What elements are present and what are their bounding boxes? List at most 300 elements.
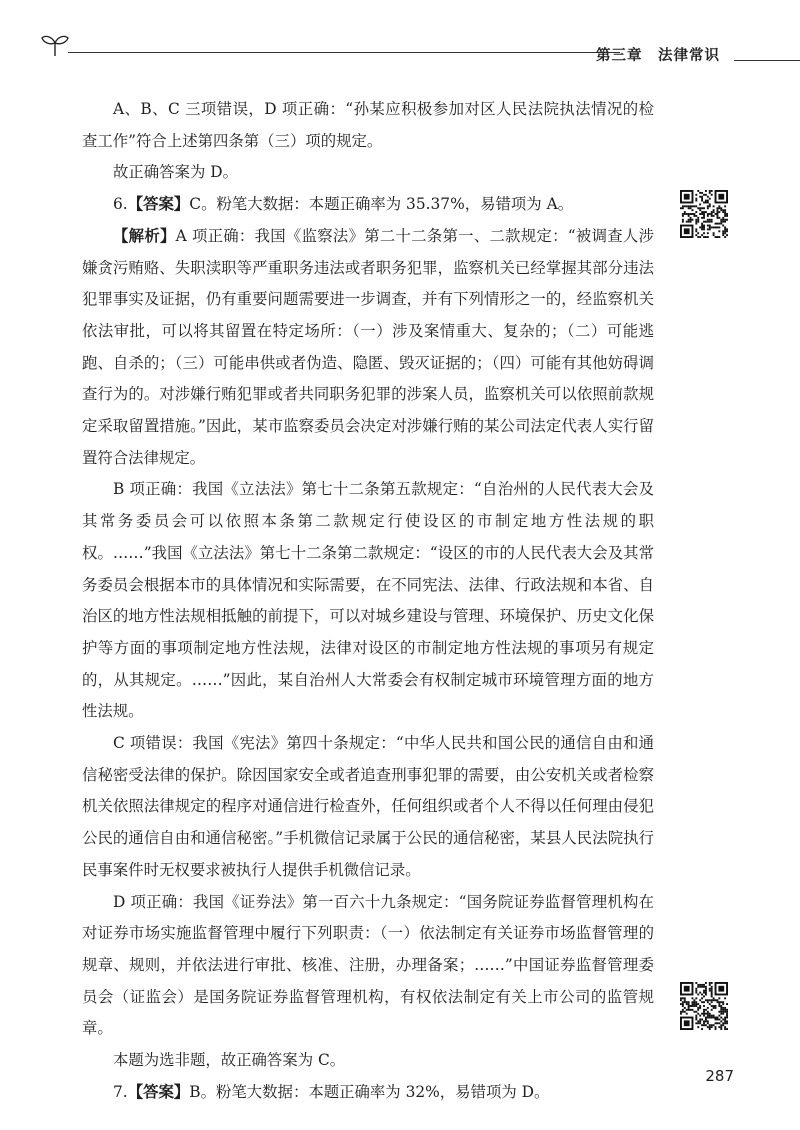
qr-module [720,1007,722,1009]
qr-module [692,213,694,215]
qr-module [701,211,703,213]
qr-module [703,215,705,217]
qr-module [709,1013,711,1015]
qr-module [711,1005,713,1007]
qr-module [699,236,701,238]
qr-module [718,207,720,209]
qr-module [684,986,690,992]
qr-module [718,1026,720,1028]
qr-module [697,1013,699,1015]
qr-module [724,1017,726,1019]
qr-module [699,984,701,986]
qr-module [720,1024,722,1026]
qr-module [726,1013,728,1015]
qr-module [715,999,717,1001]
qr-module [699,1022,701,1024]
qr-module [716,236,718,238]
qr-module [695,230,697,232]
qr-module [703,217,705,219]
qr-module [693,205,695,207]
qr-module [711,995,713,997]
qr-module [699,999,701,1001]
qr-module [686,221,688,223]
qr-module [705,1009,707,1011]
qr-module [724,213,726,215]
qr-module [695,1011,697,1013]
qr-module [690,205,692,207]
qr-module [682,1009,684,1011]
qr-module [720,1020,722,1022]
qr-module [701,228,703,230]
qr-module [701,984,703,986]
qr-module [716,215,718,217]
qr-module [688,1003,690,1005]
qr-module [703,1020,705,1022]
qr-module [703,1005,705,1007]
qr-module [705,211,707,213]
qr-module [711,1015,713,1017]
qr-module [724,1020,726,1022]
qr-module [701,1018,703,1020]
paragraph: 本题为选非题，故正确答案为 C。 [113,1051,346,1070]
qr-module [711,226,713,228]
qr-module [715,1026,717,1028]
qr-module [701,223,703,225]
qr-module [707,236,709,238]
qr-module [693,1003,695,1005]
qr-module [682,215,684,217]
qr-module [726,219,728,221]
qr-module [693,215,695,217]
qr-module [709,192,711,194]
qr-module [692,205,694,207]
qr-module [688,1005,690,1007]
qr-module [707,1001,709,1003]
qr-module [713,205,715,207]
qr-module [724,1022,726,1024]
qr-module [680,997,682,999]
qr-module [715,1028,717,1030]
qr-module [713,1024,715,1026]
qr-module [697,190,699,192]
qr-module [697,1003,699,1005]
qr-module [705,992,707,994]
qr-module [692,997,694,999]
qr-module [724,209,726,211]
qr-module [707,205,709,207]
qr-module [697,1009,699,1011]
qr-module [715,236,717,238]
qr-module [718,217,720,219]
qr-module [711,1017,713,1019]
qr-module [695,1003,697,1005]
header-rule-right [734,60,800,61]
qr-module [707,232,709,234]
qr-module [695,223,697,225]
qr-module [715,1005,717,1007]
answer-label: 答案 [143,195,174,214]
qr-module [703,1013,705,1015]
qr-module [709,1003,711,1005]
qr-module [688,215,690,217]
qr-module [715,1022,717,1024]
qr-module [684,211,686,213]
qr-module [716,1001,718,1003]
sprout-icon [40,32,70,58]
qr-module [701,994,703,996]
qr-module [722,225,724,227]
qr-module [695,1005,697,1007]
qr-module [726,1015,728,1017]
qr-module [701,1028,703,1030]
qr-module [715,223,717,225]
qr-module [699,192,701,194]
qr-module [713,997,715,999]
qr-module [701,1013,703,1015]
qr-module [690,1009,692,1011]
qr-module [713,1007,715,1009]
qr-module [716,999,718,1001]
qr-module [716,226,718,228]
analysis-bracket-close: 】 [160,226,176,245]
qr-module [711,994,713,996]
qr-module [699,986,701,988]
qr-module [703,213,705,215]
qr-module [701,192,703,194]
qr-module [709,1015,711,1017]
qr-module [724,236,726,238]
qr-module [724,230,726,232]
qr-module [682,205,684,207]
qr-module [686,213,688,215]
qr-module [692,209,694,211]
qr-module [711,990,713,992]
qr-module [718,236,720,238]
qr-module [722,217,724,219]
answer-text: C。粉笔大数据：本题正确率为 35.37%，易错项为 A。 [189,195,574,214]
qr-module [695,221,697,223]
qr-module [724,1026,726,1028]
qr-module [682,213,684,215]
qr-module [724,228,726,230]
qr-module [722,1022,724,1024]
qr-module [722,1003,724,1005]
qr-module [699,1005,701,1007]
qr-module [695,1015,697,1017]
qr-module [718,986,724,992]
qr-module [699,213,701,215]
qr-module [701,217,703,219]
qr-module [699,1020,701,1022]
answer-bracket-open: 【 [127,195,144,214]
qr-module [720,221,722,223]
page-header [40,30,800,70]
qr-module [718,1003,720,1005]
answer-paragraph [82,1077,654,1109]
qr-module [709,225,711,227]
qr-module [703,984,705,986]
qr-module [711,221,713,223]
qr-module [695,1001,697,1003]
qr-module [697,1022,699,1024]
qr-module [697,232,699,234]
qr-module [707,200,709,202]
qr-module [713,1005,715,1007]
qr-module [699,1015,701,1017]
qr-module [720,223,722,225]
qr-module [703,232,705,234]
qr-module [711,219,713,221]
qr-module [703,226,705,228]
qr-module [713,215,715,217]
qr-module [722,234,724,236]
qr-module [690,213,692,215]
analysis-label: 解析 [128,226,160,245]
qr-module [692,1003,694,1005]
qr-module [705,990,707,992]
qr-module [724,997,726,999]
qr-module [697,221,699,223]
qr-module [690,1005,692,1007]
qr-module [686,1013,688,1015]
qr-module [705,200,707,202]
qr-module [707,215,709,217]
qr-module [684,213,686,215]
qr-module [707,1015,709,1017]
qr-module [724,1028,726,1030]
qr-module [695,990,697,992]
qr-module [707,999,709,1001]
qr-module [716,217,718,219]
qr-code-icon[interactable] [680,190,728,238]
qr-module [707,196,709,198]
paragraph: C 项错误：我国《宪法》第四十条规定：“中华人民共和国公民的通信自由和通信秘密受法律的保护。除因国家安全或者追查刑事犯罪的需要，由公安机关或者检察机关依照法律规定的程序对通信进行检查外，任何组织或者个人不得以任何理由侵犯公民的通信自由和通信秘密。”手机微信记录属于公民的通信秘密，某县人民法院执行民事案件时无权要求被执行人提供手机微信记录。 [82,734,654,879]
answer-bracket-close: 】 [173,1082,190,1101]
qr-module [695,1018,697,1020]
qr-module [722,1018,724,1020]
qr-module [688,219,690,221]
answer-text: B。粉笔大数据：本题正确率为 32%，易错项为 D。 [189,1082,550,1101]
qr-module [722,1024,724,1026]
qr-module [703,986,705,988]
qr-module [724,205,726,207]
qr-module [713,226,715,228]
qr-module [688,1009,690,1011]
qr-module [680,1013,682,1015]
analysis-bracket-open: 【 [113,226,129,245]
qr-module [726,1003,728,1005]
qr-module [680,207,682,209]
qr-module [688,207,690,209]
qr-module [684,205,686,207]
qr-module [705,1013,707,1015]
qr-module [690,207,692,209]
qr-module [693,1011,695,1013]
qr-module [724,1011,726,1013]
qr-module [718,194,724,200]
qr-module [716,1018,718,1020]
qr-module [709,982,711,984]
qr-module [707,1017,709,1019]
qr-code-icon[interactable] [680,982,728,1030]
qr-module [693,213,695,215]
qr-module [705,236,707,238]
qr-module [724,215,726,217]
qr-module [713,999,715,1001]
qr-module [720,1005,722,1007]
qr-module [726,215,728,217]
qr-module [688,213,690,215]
qr-module [709,988,711,990]
qr-module [705,988,707,990]
qr-module [724,211,726,213]
qr-module [713,234,715,236]
qr-module [720,1026,722,1028]
qr-module [705,1020,707,1022]
qr-module [701,1001,703,1003]
qr-module [701,997,703,999]
qr-module [707,1026,709,1028]
qr-module [709,999,711,1001]
qr-module [715,1018,717,1020]
qr-module [724,232,726,234]
qr-module [709,1026,711,1028]
qr-module [688,221,690,223]
qr-module [709,984,711,986]
qr-module [722,1007,724,1009]
qr-module [705,999,707,1001]
qr-module [720,219,722,221]
qr-module [705,221,707,223]
qr-module [695,194,697,196]
qr-module [695,228,697,230]
qr-module [705,190,707,192]
qr-module [705,982,707,984]
qr-module [720,209,722,211]
qr-module [682,1001,684,1003]
qr-module [684,228,690,234]
qr-module [722,211,724,213]
qr-module [711,1009,713,1011]
qr-module [695,997,697,999]
qr-module [713,1017,715,1019]
qr-module [684,1007,686,1009]
qr-module [695,1017,697,1019]
qr-module [722,221,724,223]
qr-module [701,213,703,215]
chapter-title: 第三章 法律常识 [596,48,720,64]
qr-module [724,1009,726,1011]
qr-module [703,1015,705,1017]
qr-module [705,1017,707,1019]
answer-paragraph [82,189,654,221]
qr-module [695,211,697,213]
qr-module [695,198,697,200]
qr-module [703,221,705,223]
qr-module [705,202,707,204]
qr-module [695,988,697,990]
qr-module [699,196,701,198]
qr-module [718,1001,720,1003]
qr-module [716,223,718,225]
qr-module [680,1003,682,1005]
qr-module [713,1015,715,1017]
qr-module [716,207,718,209]
qr-module [684,1020,690,1026]
qr-module [720,1011,722,1013]
qr-module [688,205,690,207]
qr-module [724,1007,726,1009]
analysis-paragraph [82,221,654,475]
qr-module [707,1013,709,1015]
qr-module [705,194,707,196]
qr-module [690,221,692,223]
qr-module [726,1011,728,1013]
qr-module [695,1022,697,1024]
qr-module [707,213,709,215]
qr-module [707,228,709,230]
qr-module [695,219,697,221]
qr-module [722,1013,724,1015]
qr-module [722,1001,724,1003]
qr-module [726,234,728,236]
qr-module [688,1007,690,1009]
qr-module [682,221,684,223]
qr-module [707,1020,709,1022]
qr-module [709,219,711,221]
paragraph: 故正确答案为 D。 [113,163,238,182]
qr-module [703,990,705,992]
qr-module [690,217,692,219]
qr-module [697,1026,699,1028]
qr-module [709,198,711,200]
qr-module [713,232,715,234]
question-number: 6. [113,195,128,214]
qr-module [709,203,711,205]
qr-module [699,1007,701,1009]
qr-module [722,230,724,232]
qr-module [680,999,682,1001]
qr-module [724,1018,726,1020]
qr-module [703,1001,705,1003]
qr-module [718,205,720,207]
qr-module [718,1018,720,1020]
qr-module [726,1017,728,1019]
qr-module [682,207,684,209]
qr-module [709,213,711,215]
qr-module [692,1001,694,1003]
qr-module [697,236,699,238]
qr-module [709,1028,711,1030]
qr-module [711,194,713,196]
qr-module [726,1009,728,1011]
qr-module [722,1011,724,1013]
qr-module [701,226,703,228]
qr-module [697,1020,699,1022]
qr-module [715,1007,717,1009]
qr-module [686,1009,688,1011]
qr-module [711,213,713,215]
qr-module [718,211,720,213]
qr-module [720,1009,722,1011]
header-rule [68,52,620,53]
qr-module [701,200,703,202]
qr-module [718,1011,720,1013]
qr-module [705,1024,707,1026]
qr-module [703,1022,705,1024]
qr-module [715,213,717,215]
qr-module [692,1005,694,1007]
